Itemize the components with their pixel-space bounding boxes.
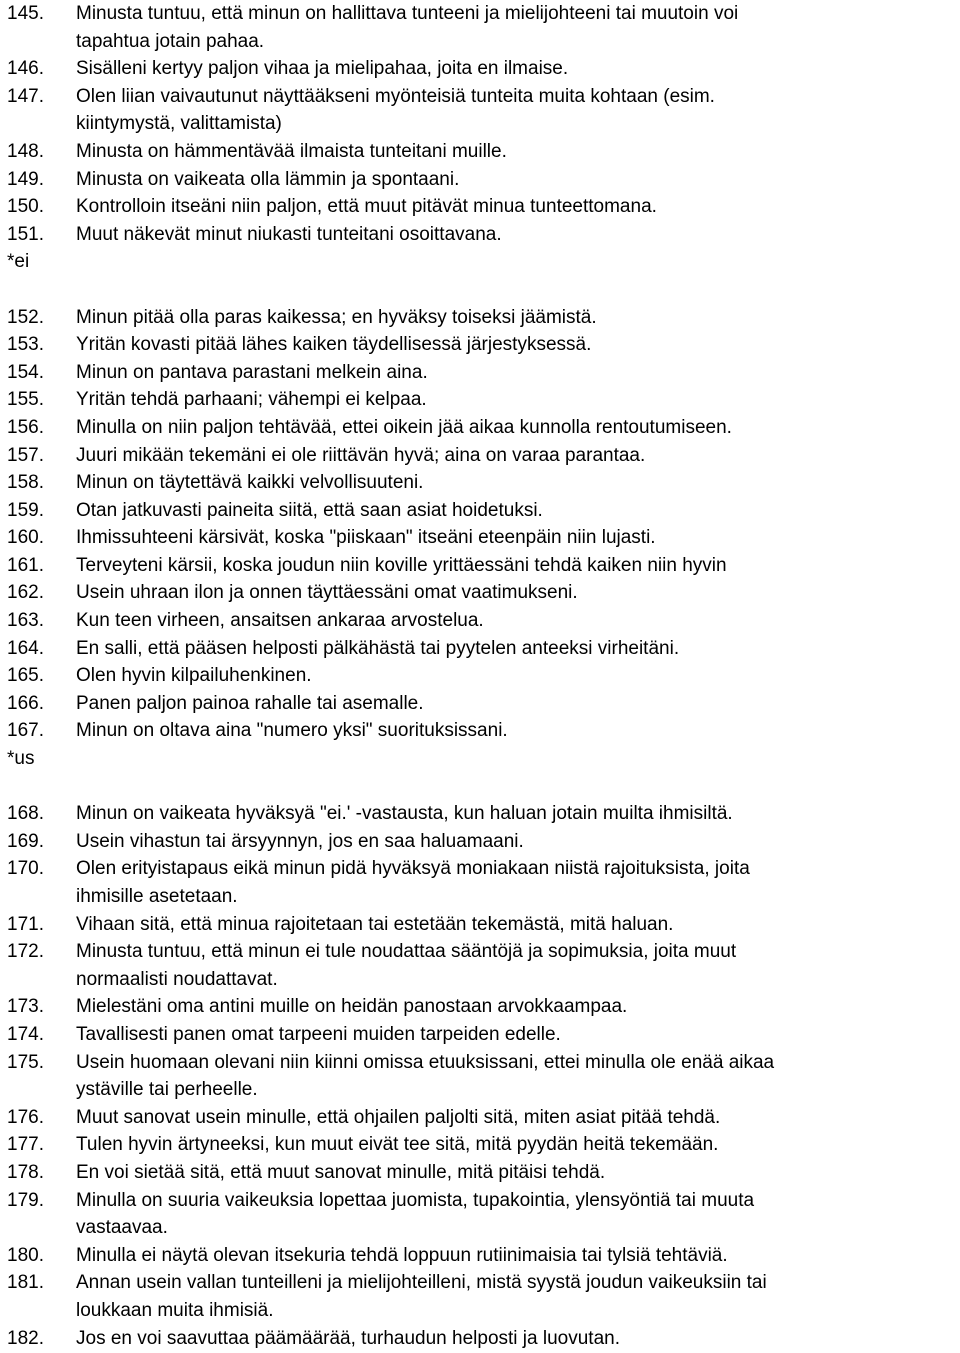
statement-number: 154. — [7, 361, 44, 383]
statement-text: Kontrolloin itseäni niin paljon, että muut pitävät minua tunteettomana. — [76, 196, 657, 218]
statement-number: 162. — [7, 582, 44, 604]
statement-item — [7, 911, 960, 939]
statement-item — [7, 690, 960, 718]
statement-number: 172. — [7, 941, 44, 963]
statement-item — [7, 193, 960, 221]
statement-item — [7, 414, 960, 442]
statement-item — [7, 359, 960, 387]
statement-number: 160. — [7, 527, 44, 549]
statement-number: 145. — [7, 3, 44, 24]
statement-item — [7, 579, 960, 607]
section-marker: *ei — [7, 251, 30, 273]
statement-item — [7, 938, 960, 993]
statement-text: Minusta tuntuu, että minun on hallittava tunteeni ja mielijohteeni tai muutoin voi tapahtua jotain pahaa. — [76, 3, 739, 52]
section-marker: *us — [7, 748, 35, 770]
statement-item — [7, 717, 960, 745]
statement-text: Usein uhraan ilon ja onnen täyttäessäni omat vaatimukseni. — [76, 582, 578, 604]
statement-number: 166. — [7, 692, 44, 714]
statement-text: Minun on täytettävä kaikki velvollisuuteni. — [76, 472, 424, 494]
statement-item — [7, 800, 960, 828]
statement-number: 167. — [7, 720, 44, 742]
statement-item — [7, 497, 960, 525]
statement-number: 153. — [7, 334, 44, 356]
statement-item — [7, 1269, 960, 1324]
statement-text: Muut näkevät minut niukasti tunteitani osoittavana. — [76, 223, 502, 245]
statement-number: 151. — [7, 223, 44, 245]
statement-number: 169. — [7, 830, 44, 852]
statement-number: 180. — [7, 1244, 44, 1266]
statement-item — [7, 993, 960, 1021]
statement-item — [7, 662, 960, 690]
statement-number: 146. — [7, 58, 44, 80]
statement-number: 175. — [7, 1051, 44, 1073]
statement-text: Minusta tuntuu, että minun ei tule noudattaa sääntöjä ja sopimuksia, joita muut normaalisti noudattavat. — [76, 941, 737, 990]
statement-number: 163. — [7, 610, 44, 632]
statement-text: Jos en voi saavuttaa päämäärää, turhaudun helposti ja luovutan. — [76, 1327, 620, 1349]
statement-text: Mielestäni oma antini muille on heidän panostaan arvokkaampaa. — [76, 996, 628, 1018]
statement-number: 181. — [7, 1272, 44, 1294]
section-spacer — [7, 276, 960, 304]
statement-number: 152. — [7, 306, 44, 328]
statement-number: 182. — [7, 1327, 44, 1349]
statement-text: Muut sanovat usein minulle, että ohjailen paljolti sitä, miten asiat pitää tehdä. — [76, 1106, 721, 1128]
statement-item — [7, 221, 960, 249]
statement-item — [7, 0, 960, 55]
statement-number: 178. — [7, 1161, 44, 1183]
statement-number: 168. — [7, 803, 44, 825]
statement-text: Usein vihastun tai ärsyynnyn, jos en saa haluamaani. — [76, 830, 524, 852]
statement-text: Annan usein vallan tunteilleni ja mielijohteilleni, mistä syystä joudun vaikeuksiin tai loukkaan muita ihmisiä. — [76, 1272, 767, 1321]
statement-item — [7, 442, 960, 470]
statement-item — [7, 138, 960, 166]
statement-number: 161. — [7, 554, 44, 576]
statement-text: Yritän tehdä parhaani; vähempi ei kelpaa. — [76, 389, 427, 411]
statement-number: 150. — [7, 196, 44, 218]
statement-text: Olen liian vaivautunut näyttääkseni myönteisiä tunteita muita kohtaan (esim. kiintymystä, valittamista) — [76, 85, 715, 135]
statement-number: 149. — [7, 168, 44, 190]
statement-item — [7, 469, 960, 497]
statement-text: Vihaan sitä, että minua rajoitetaan tai estetään tekemästä, mitä haluan. — [76, 913, 674, 935]
statement-item — [7, 635, 960, 663]
statement-text: Tavallisesti panen omat tarpeeni muiden tarpeiden edelle. — [76, 1023, 561, 1045]
statement-number: 171. — [7, 913, 44, 935]
statement-number: 147. — [7, 85, 44, 107]
statement-item — [7, 1104, 960, 1132]
statement-text: Minusta on hämmentävää ilmaista tunteitani muille. — [76, 140, 507, 162]
statement-number: 177. — [7, 1134, 44, 1156]
statement-number: 165. — [7, 665, 44, 687]
statement-number: 174. — [7, 1023, 44, 1045]
statement-text: Minun pitää olla paras kaikessa; en hyväksy toiseksi jäämistä. — [76, 306, 597, 328]
statement-item — [7, 166, 960, 194]
statement-item — [7, 304, 960, 332]
statement-item — [7, 855, 960, 910]
statement-item — [7, 1325, 960, 1353]
statement-text: Usein huomaan olevani niin kiinni omissa etuuksissani, ettei minulla ole enää aikaa ystäville tai perheelle. — [76, 1051, 775, 1101]
statement-number: 158. — [7, 472, 44, 494]
statement-text: Yritän kovasti pitää lähes kaiken täydellisessä järjestyksessä. — [76, 334, 592, 356]
statement-number: 179. — [7, 1189, 44, 1211]
statement-item — [7, 607, 960, 635]
statement-number: 157. — [7, 444, 44, 466]
section-spacer — [7, 773, 960, 801]
statement-item — [7, 386, 960, 414]
statement-text: En salli, että pääsen helposti pälkähästä tai pyytelen anteeksi virheitäni. — [76, 637, 680, 659]
statement-item — [7, 1049, 960, 1104]
statement-text: Juuri mikään tekemäni ei ole riittävän hyvä; aina on varaa parantaa. — [76, 444, 646, 466]
statement-item — [7, 1021, 960, 1049]
statement-number: 176. — [7, 1106, 44, 1128]
statement-item — [7, 828, 960, 856]
statement-text: Kun teen virheen, ansaitsen ankaraa arvostelua. — [76, 610, 484, 632]
statement-text: Panen paljon painoa rahalle tai asemalle. — [76, 692, 424, 714]
statement-number: 159. — [7, 499, 44, 521]
statement-text: Ihmissuhteeni kärsivät, koska "piiskaan" itseäni eteenpäin niin lujasti. — [76, 527, 656, 549]
statement-item — [7, 1159, 960, 1187]
statement-text: Minun on oltava aina "numero yksi" suorituksissani. — [76, 720, 508, 742]
statement-text: Terveyteni kärsii, koska joudun niin koville yrittäessäni tehdä kaiken niin hyvin — [76, 554, 727, 576]
statement-text: Olen erityistapaus eikä minun pidä hyväksyä moniakaan niistä rajoituksista, joita ihmisille asetetaan. — [76, 858, 750, 907]
statement-item — [7, 83, 960, 138]
statement-text: Minun on pantava parastani melkein aina. — [76, 361, 428, 383]
statement-item — [7, 1187, 960, 1242]
statement-item — [7, 1131, 960, 1159]
statement-text: Minun on vaikeata hyväksyä "ei.' -vastausta, kun haluan jotain muilta ihmisiltä. — [76, 803, 733, 825]
statement-number: 170. — [7, 858, 44, 880]
statement-text: Sisälleni kertyy paljon vihaa ja mielipahaa, joita en ilmaise. — [76, 58, 569, 80]
statement-number: 148. — [7, 140, 44, 162]
statement-text: Minusta on vaikeata olla lämmin ja spontaani. — [76, 168, 460, 190]
statement-number: 156. — [7, 416, 44, 438]
statement-text: Minulla on suuria vaikeuksia lopettaa juomista, tupakointia, ylensyöntiä tai muuta vastaavaa. — [76, 1189, 755, 1239]
statement-text: Minulla on niin paljon tehtävää, ettei oikein jää aikaa kunnolla rentoutumiseen. — [76, 416, 732, 438]
statement-item — [7, 552, 960, 580]
statement-item — [7, 331, 960, 359]
statement-text: Tulen hyvin ärtyneeksi, kun muut eivät tee sitä, mitä pyydän heitä tekemään. — [76, 1134, 719, 1156]
statement-item — [7, 1242, 960, 1270]
statement-number: 164. — [7, 637, 44, 659]
statement-item — [7, 524, 960, 552]
statement-text: Olen hyvin kilpailuhenkinen. — [76, 665, 312, 687]
statement-number: 173. — [7, 996, 44, 1018]
statement-number: 155. — [7, 389, 44, 411]
statement-text: Otan jatkuvasti paineita siitä, että saan asiat hoidetuksi. — [76, 499, 543, 521]
statement-text: En voi sietää sitä, että muut sanovat minulle, mitä pitäisi tehdä. — [76, 1161, 606, 1183]
statement-item — [7, 55, 960, 83]
statement-text: Minulla ei näytä olevan itsekuria tehdä loppuun rutiinimaisia tai tylsiä tehtäviä. — [76, 1244, 728, 1266]
statement-list — [7, 0, 960, 1352]
